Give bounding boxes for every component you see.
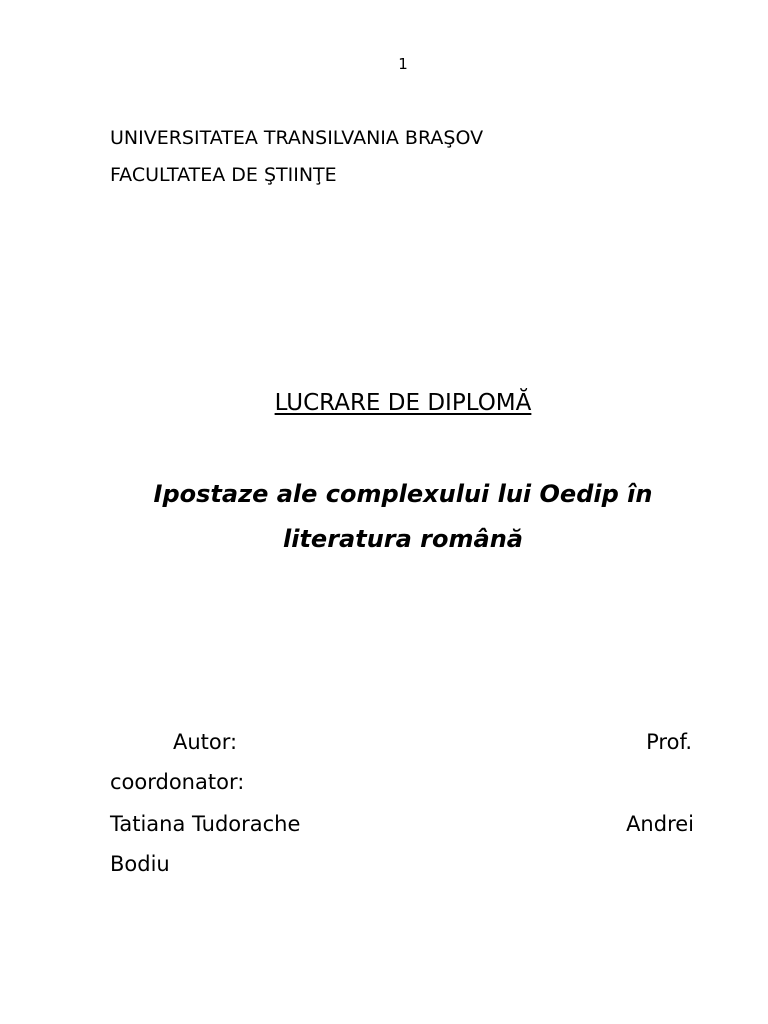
author-name: Tatiana Tudorache (110, 812, 301, 836)
advisor-last-name: Bodiu (110, 852, 170, 876)
advisor-first-name: Andrei (626, 812, 694, 836)
thesis-title-line-2: literatura română (283, 525, 523, 553)
advisor-label-coordonator: coordonator: (110, 770, 245, 794)
author-label: Autor: (173, 730, 238, 754)
thesis-title-line-1: Ipostaze ale complexului lui Oedip în (153, 480, 653, 508)
page-number: 1 (398, 55, 408, 73)
faculty-name: FACULTATEA DE ŞTIINŢE (110, 164, 337, 186)
university-name: UNIVERSITATEA TRANSILVANIA BRAŞOV (110, 127, 484, 149)
advisor-label-prof: Prof. (646, 730, 692, 754)
thesis-title (0, 472, 768, 562)
document-type-heading: LUCRARE DE DIPLOMĂ (274, 390, 532, 416)
